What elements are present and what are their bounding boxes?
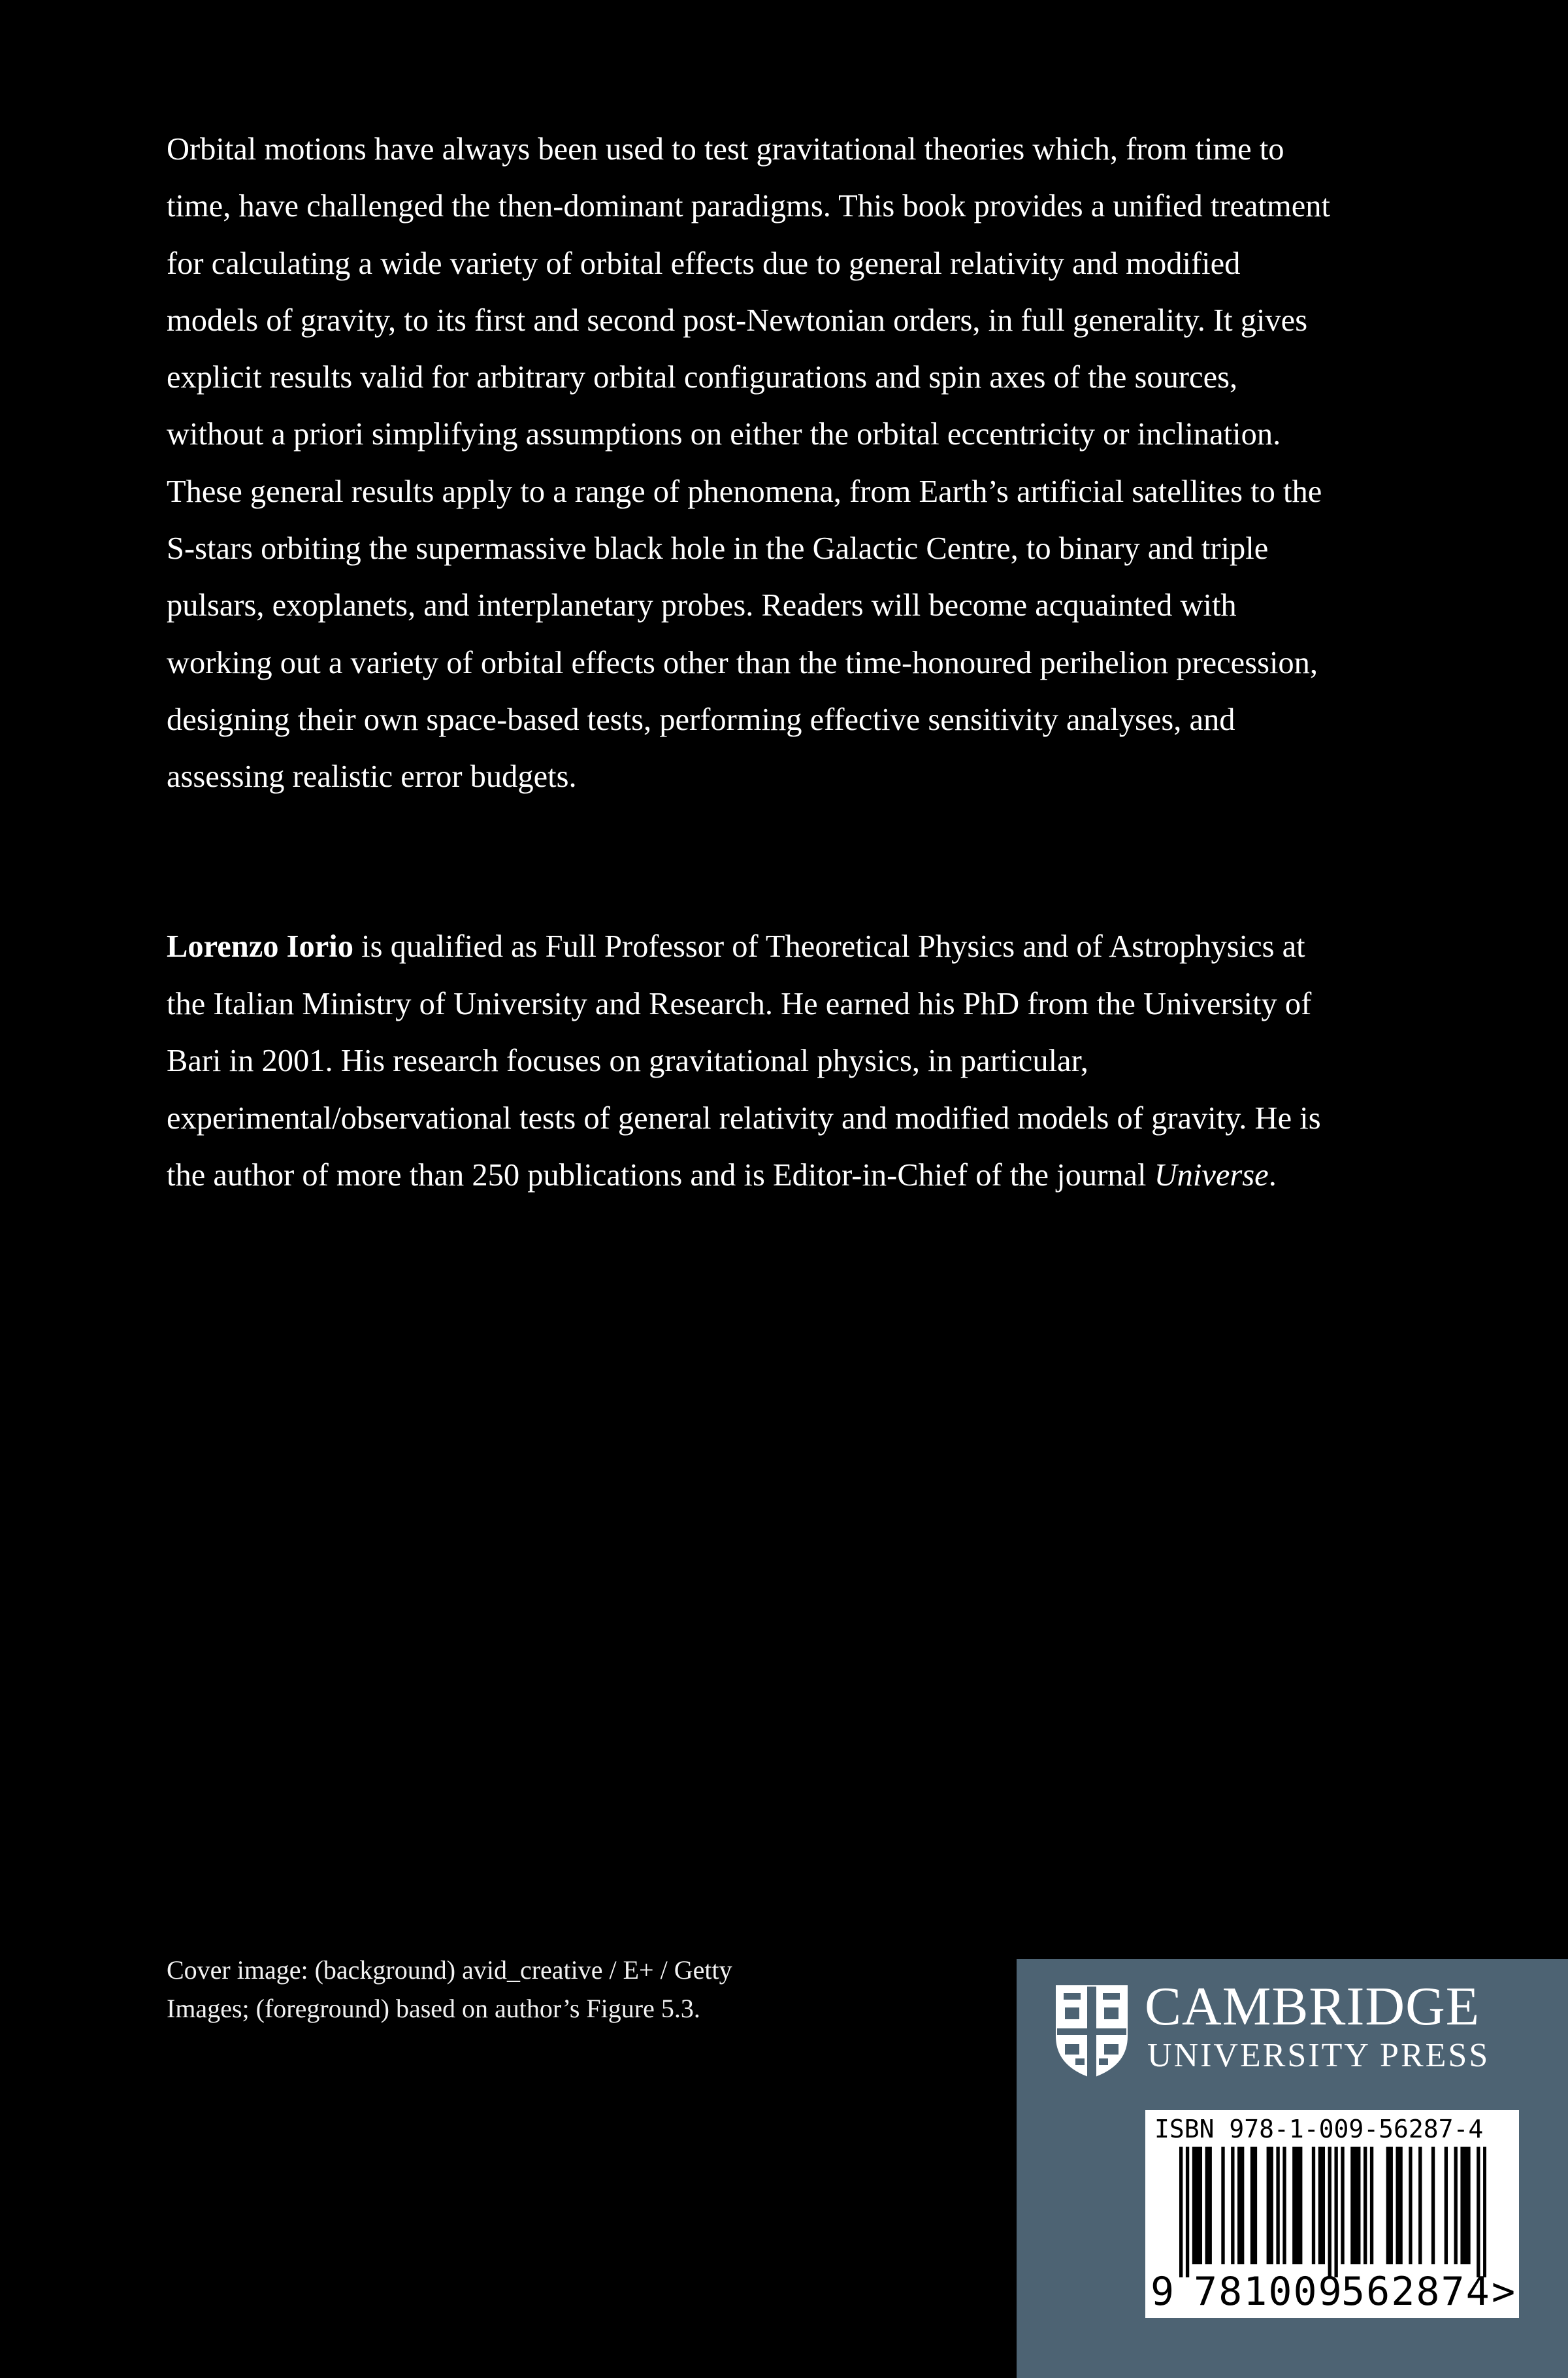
barcode-bar xyxy=(1460,2147,1463,2264)
barcode-bar xyxy=(1399,2147,1402,2264)
barcode-bar xyxy=(1241,2147,1244,2264)
barcode-bar xyxy=(1292,2147,1296,2264)
barcode-bar xyxy=(1299,2147,1302,2264)
barcode-bar xyxy=(1396,2147,1399,2264)
barcode-bar xyxy=(1445,2147,1448,2264)
barcode-bar xyxy=(1354,2147,1357,2264)
journal-name: Universe xyxy=(1154,1158,1269,1193)
book-description: Orbital motions have always been used to test gravitational theories which, from time to time, have challenged the then-dominant paradigms. This book provides a unified treatment for calculating a wide variety of orbital effects due to general relativity and modified models of gravity, to its first and second post-Newtonian orders, in full generality. It gives explicit results valid for arbitrary orbital configurations and spin axes of the sources, without a priori simplifying assumptions on either the orbital eccentricity or inclination. These general results apply to a range of phenomena, from Earth’s artificial satellites to the S-stars orbiting the supermassive black hole in the Galactic Centre, to binary and triple pulsars, exoplanets, and interplanetary probes. Readers will become acquainted with working out a variety of orbital effects other than the time-honoured perihelion precession, designing their own space-based tests, performing effective sensitivity analyses, and assessing realistic error budgets. xyxy=(167,132,1330,795)
barcode-bar xyxy=(1467,2147,1470,2264)
barcode-first-digit: 9 xyxy=(1151,2269,1175,2315)
barcode-bar xyxy=(1334,2147,1337,2277)
publisher-panel xyxy=(1017,1959,1568,2378)
barcode-bar xyxy=(1341,2147,1344,2264)
barcode-bar xyxy=(1312,2147,1315,2264)
barcode-bar xyxy=(1318,2147,1322,2264)
barcode-bar xyxy=(1322,2147,1325,2264)
bio-text: is qualified as Full Professor of Theoretical Physics and of Astrophysics at the Italian Ministry of University and Research. He earned his PhD from the University of Bari in 2001. His research focuses on gravitational physics, in particular, experimental/observational tests of general relativity and modified models of gravity. He is the author of more than 250 publications and is Editor-in-Chief of the journal xyxy=(167,929,1321,1193)
barcode-bar xyxy=(1250,2147,1254,2264)
cover-image-credit: Cover image: (background) avid_creative / E+ / Getty Images; (foreground) based on author’s Figure 5.3. xyxy=(167,1955,732,2023)
barcode-bar xyxy=(1386,2147,1390,2264)
barcode-bar xyxy=(1276,2147,1279,2264)
barcode-bar xyxy=(1221,2147,1224,2264)
barcode-bar xyxy=(1370,2147,1373,2264)
barcode-bar xyxy=(1205,2147,1209,2264)
publisher-subname: UNIVERSITY PRESS xyxy=(1147,2037,1490,2074)
barcode-bar xyxy=(1328,2147,1331,2277)
barcode-bar xyxy=(1186,2147,1189,2277)
barcode-bar xyxy=(1282,2147,1286,2264)
barcode-bar xyxy=(1483,2147,1486,2277)
barcode-bar xyxy=(1192,2147,1196,2264)
barcode-bar xyxy=(1231,2147,1234,2264)
barcode-bar xyxy=(1350,2147,1354,2264)
barcode-quiet-mark: > xyxy=(1492,2269,1516,2315)
barcode-bar xyxy=(1431,2147,1435,2264)
barcode-right-digits: 562874 xyxy=(1341,2269,1491,2315)
crest-icon xyxy=(1053,1983,1130,2081)
barcode-bar xyxy=(1364,2147,1367,2264)
publisher-name: CAMBRIDGE xyxy=(1145,1976,1480,2037)
barcode-bar xyxy=(1390,2147,1393,2264)
barcode-bar xyxy=(1477,2147,1480,2277)
barcode-bar xyxy=(1270,2147,1273,2264)
barcode-bar xyxy=(1267,2147,1270,2264)
barcode-bar xyxy=(1199,2147,1202,2264)
barcode-bar xyxy=(1409,2147,1412,2264)
barcode-bar xyxy=(1196,2147,1199,2264)
barcode-bar xyxy=(1454,2147,1458,2264)
bio-end: . xyxy=(1268,1158,1277,1193)
isbn-barcode xyxy=(1145,2110,1519,2318)
barcode-bar xyxy=(1357,2147,1360,2264)
barcode-bars xyxy=(1179,2147,1486,2277)
barcode-bar xyxy=(1296,2147,1299,2264)
barcode-bar xyxy=(1237,2147,1241,2264)
barcode-bar xyxy=(1418,2147,1422,2264)
author-name: Lorenzo Iorio xyxy=(167,929,354,964)
barcode-bar xyxy=(1254,2147,1257,2264)
isbn-label: ISBN 978-1-009-56287-4 xyxy=(1154,2115,1484,2143)
barcode-bar xyxy=(1463,2147,1467,2264)
barcode-bar xyxy=(1179,2147,1183,2277)
barcode-left-digits: 781009 xyxy=(1194,2269,1343,2315)
author-bio xyxy=(167,918,1336,1204)
barcode-bar xyxy=(1209,2147,1212,2264)
